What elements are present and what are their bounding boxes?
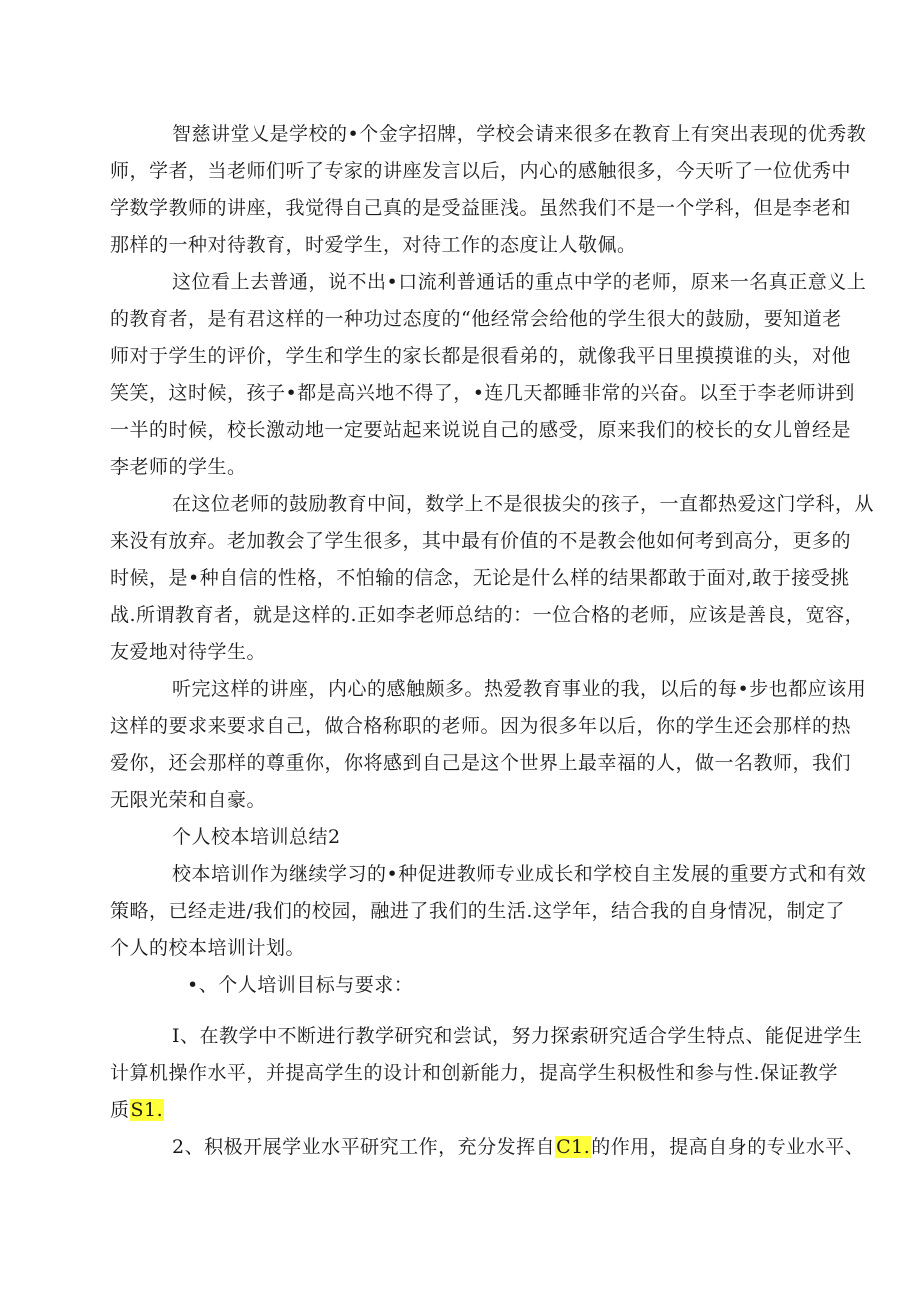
item-2-prefix: 2、积极开展学业水平研究工作，充分发挥自 (172, 1136, 556, 1158)
intro-line-2: 策略，已经走进/我们的校园，融进了我们的生活.这学年，结合我的自身情况，制定了 (110, 900, 845, 922)
intro-line-3: 个人的校本培训计划。 (110, 937, 306, 959)
paragraph-1-line-3: 学数学教师的讲座，我觉得自己真的是受益匪浅。虽然我们不是一个学科，但是李老和 (110, 197, 852, 219)
item-1-line-3-text: 质 (110, 1099, 130, 1121)
paragraph-4-line-2: 这样的要求来要求自己，做合格称职的老师。因为很多年以后，你的学生还会那样的热 (110, 715, 852, 737)
paragraph-4-line-1: 听完这样的讲座，内心的感触颇多。热爱教育事业的我，以后的每•步也都应该用 (172, 678, 867, 700)
paragraph-4-line-3: 爱你，还会那样的尊重你，你将感到自己是这个世界上最幸福的人，做一名教师，我们 (110, 752, 852, 774)
paragraph-2-line-1: 这位看上去普通，说不出•口流利普通话的重点中学的老师，原来一名真正意义上 (172, 271, 867, 293)
section-title: 个人校本培训总结2 (172, 826, 341, 848)
paragraph-3-line-2: 来没有放弃。老加教会了学生很多，其中最有价值的不是教会他如何考到高分，更多的 (110, 530, 852, 552)
item-1-line-2: 计算机操作水平，并提高学生的设计和创新能力，提高学生积极性和参与性.保证教学 (110, 1062, 839, 1084)
subheading: •、个人培训目标与要求： (187, 974, 414, 996)
highlighted-mark: C1. (556, 1136, 591, 1158)
item-1-line-3 (110, 1098, 164, 1122)
paragraph-1-line-4: 那样的一种对待教育，时爱学生，对待工作的态度让人敬佩。 (110, 234, 637, 256)
paragraph-3-line-4: 战.所谓教育者，就是这样的.正如李老师总结的：一位合格的老师，应该是善良，宽容， (110, 604, 865, 626)
paragraph-2-line-6: 李老师的学生。 (110, 456, 247, 478)
item-2-suffix: 的作用，提高自身的专业水平、 (591, 1136, 865, 1158)
paragraph-2-line-2: 的教育者，是有君这样的一种功过态度的“他经常会给他的学生很大的鼓励，要知道老 (110, 308, 842, 330)
paragraph-3-line-5: 友爱地对待学生。 (110, 641, 267, 663)
paragraph-1-line-2: 师，学者，当老师们听了专家的讲座发言以后，内心的感触很多，今天听了一位优秀中 (110, 160, 852, 182)
paragraph-2-line-5: 一半的时候，校长激动地一定要站起来说说自己的感受，原来我们的校长的女儿曾经是 (110, 419, 852, 441)
item-1-line-1: I、在教学中不断进行教学研究和尝试，努力探索研究适合学生特点、能促进学生 (172, 1025, 863, 1047)
paragraph-2-line-4: 笑笑，这时候，孩子•都是高兴地不得了，•连几天都睡非常的兴奋。以至于李老师讲到 (110, 382, 855, 404)
paragraph-3-line-3: 时候，是•种自信的性格，不怕输的信念，无论是什么样的结果都敢于面对,敢于接受挑 (110, 567, 850, 589)
paragraph-1-line-1: 智慈讲堂乂是学校的•个金字招牌，学校会请来很多在教育上有突出表现的优秀教 (172, 123, 867, 145)
paragraph-4-line-4: 无限光荣和自豪。 (110, 789, 267, 811)
intro-line-1: 校本培训作为继续学习的•种促进教师专业成长和学校自主发展的重要方式和有效 (172, 863, 867, 885)
highlighted-mark: S1. (130, 1099, 164, 1121)
item-2-line-1 (172, 1135, 864, 1159)
paragraph-2-line-3: 师对于学生的评价，学生和学生的家长都是很看弟的，就像我平日里摸摸谁的头，对他 (110, 345, 852, 367)
paragraph-3-line-1: 在这位老师的鼓励教育中间，数学上不是很拔尖的孩子，一直都热爱这门学科，从 (172, 493, 875, 515)
